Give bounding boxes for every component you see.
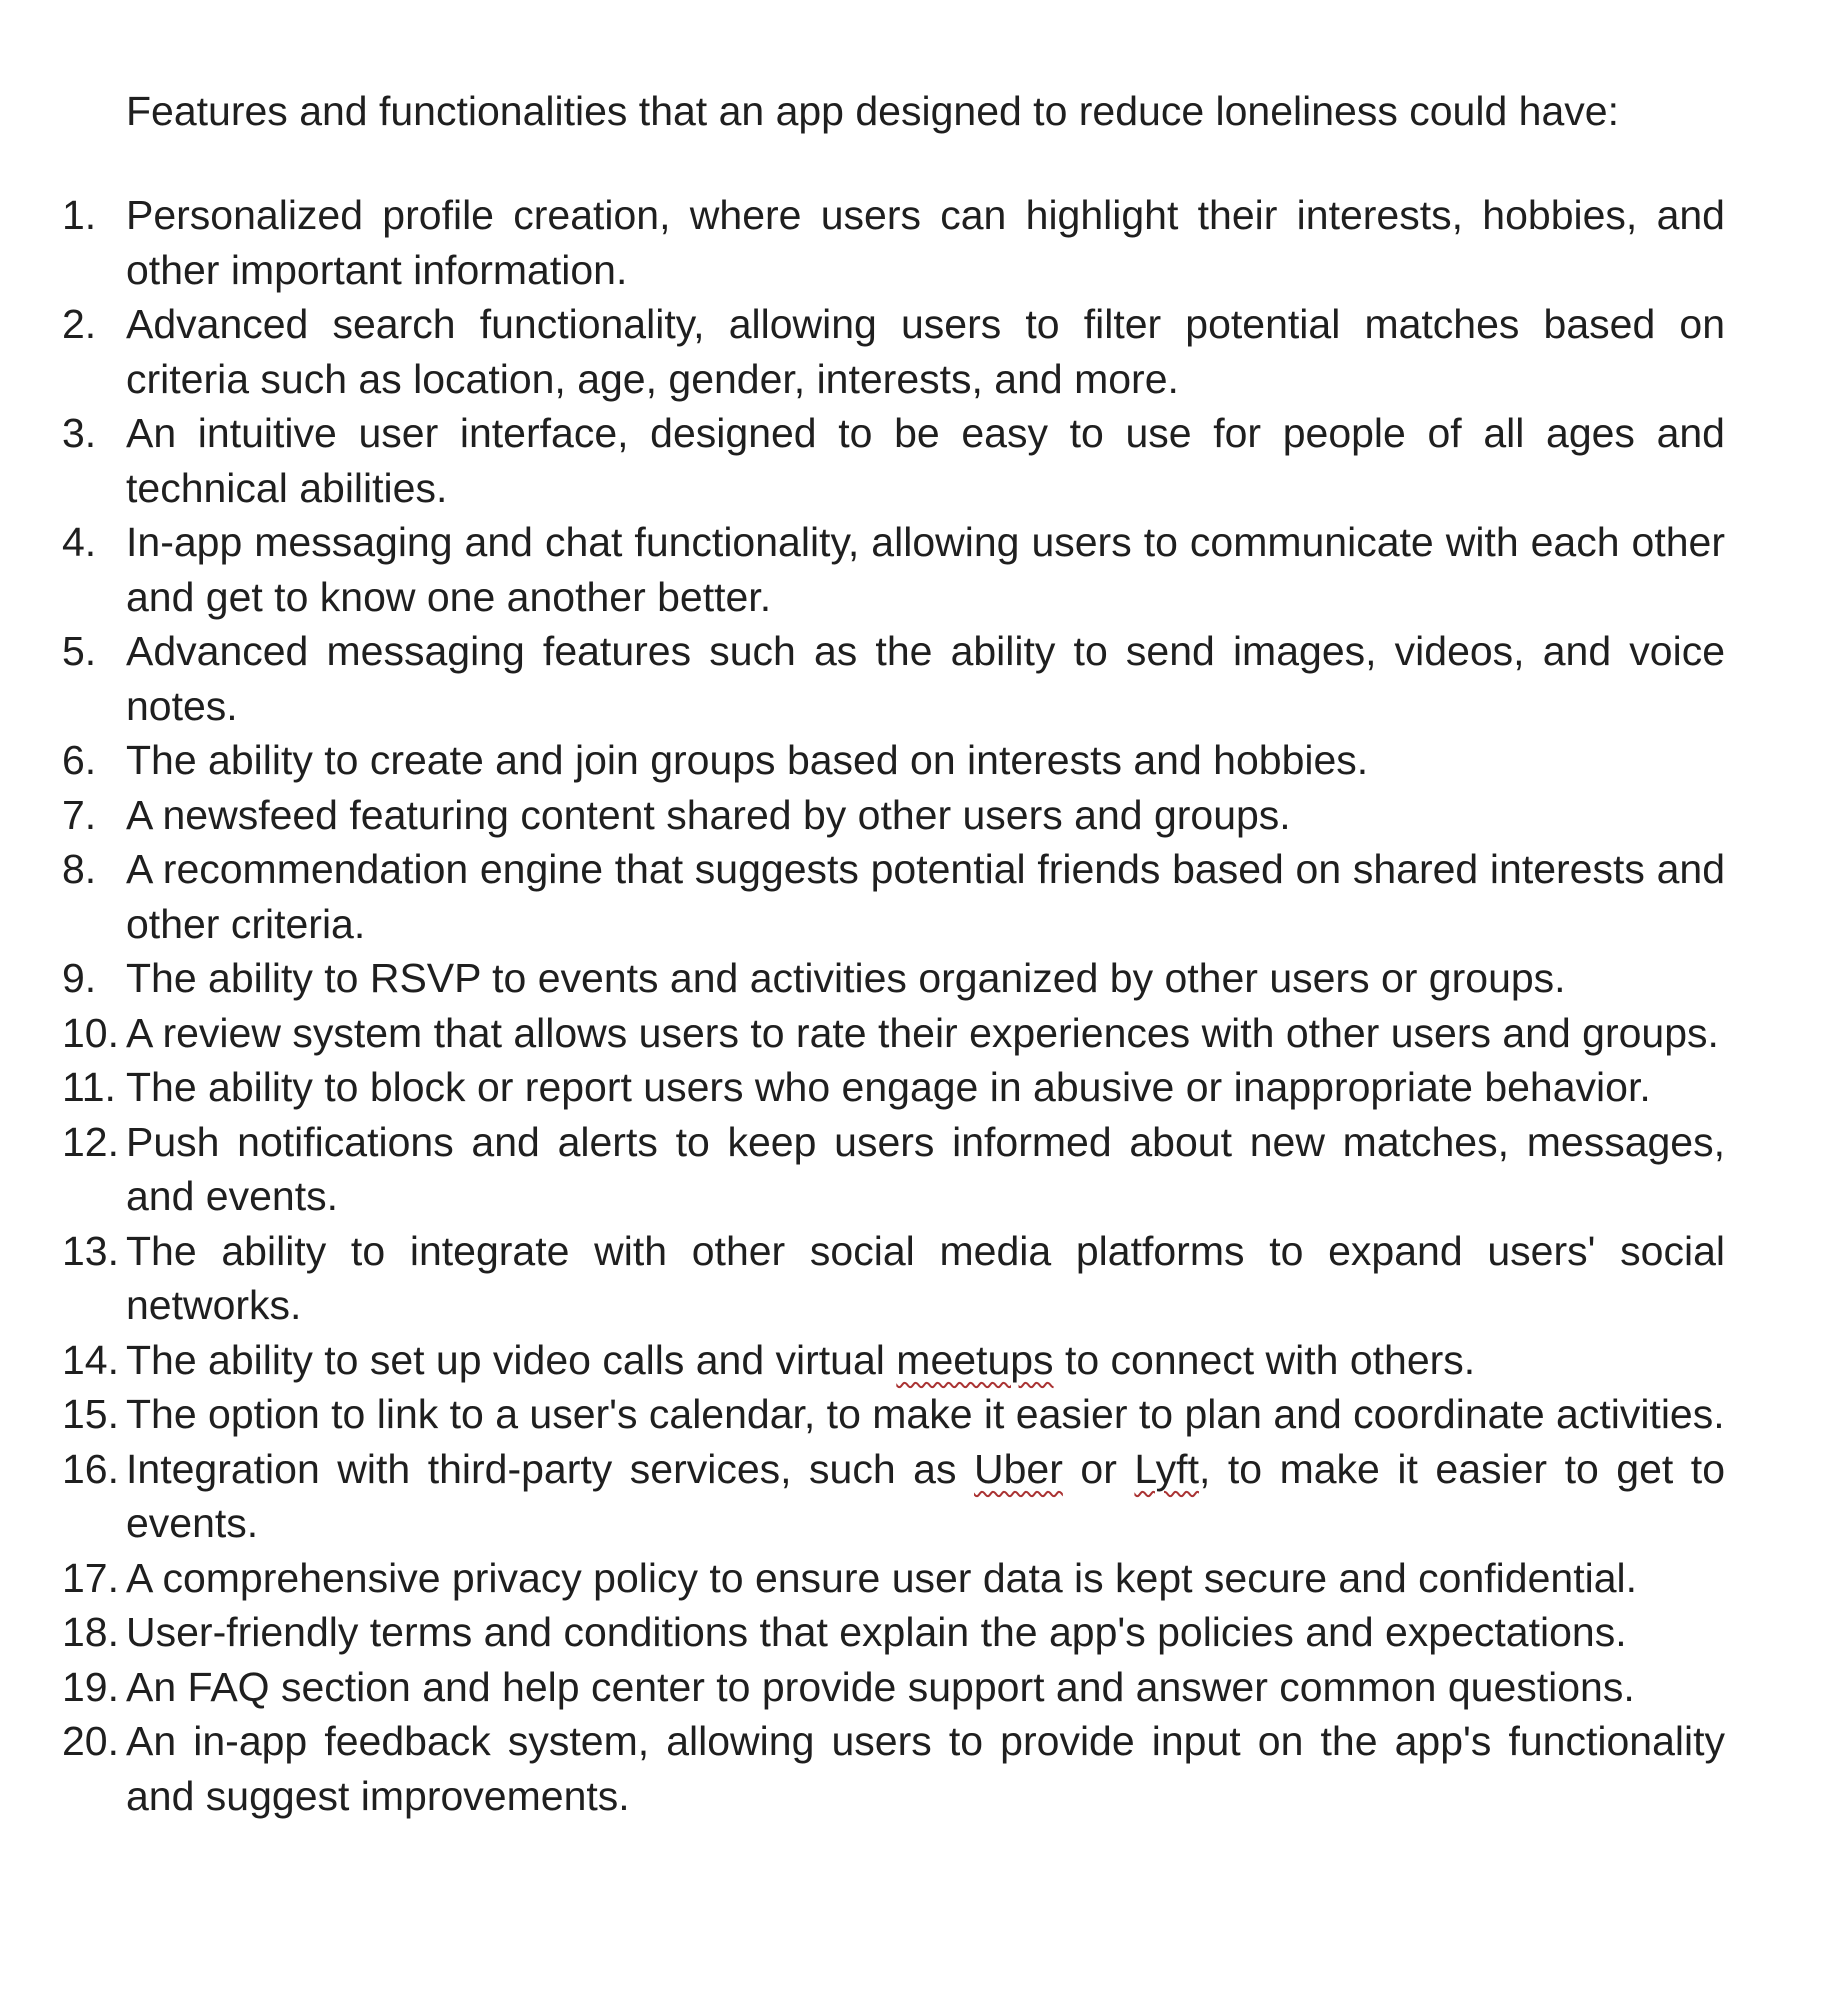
item-text: Personalized profile creation, where users can highlight their interests, hobbies, and other important information.	[126, 192, 1725, 293]
item-text-before: The ability to set up video calls and virtual	[126, 1336, 897, 1383]
list-item	[0, 842, 1725, 951]
item-number: 9.	[62, 955, 97, 1001]
item-number: 16.	[62, 1445, 119, 1492]
intro-heading: Features and functionalities that an app designed to reduce loneliness could have:	[126, 88, 1619, 134]
item-text: An in-app feedback system, allowing users to provide input on the app's functionality and suggest improvements.	[126, 1718, 1725, 1819]
item-number: 12.	[62, 1118, 119, 1165]
list-item	[0, 1442, 1725, 1551]
item-number: 17.	[62, 1554, 119, 1601]
item-number: 4.	[62, 519, 97, 565]
item-text: An intuitive user interface, designed to be easy to use for people of all ages and technical abilities.	[126, 410, 1725, 511]
item-number: 2.	[62, 301, 97, 347]
list-item	[0, 624, 1725, 733]
list-item	[0, 1660, 1725, 1715]
spellcheck-flagged-word: meetups	[896, 1336, 1054, 1383]
list-item	[0, 951, 1725, 1006]
list-item	[0, 1714, 1725, 1823]
item-text: The ability to create and join groups based on interests and hobbies.	[126, 737, 1369, 783]
item-number: 13.	[62, 1227, 119, 1274]
item-text: A comprehensive privacy policy to ensure user data is kept secure and confidential.	[126, 1554, 1637, 1601]
item-number: 7.	[62, 791, 97, 838]
list-item	[0, 1387, 1725, 1442]
list-item	[0, 188, 1725, 297]
item-text: In-app messaging and chat functionality, allowing users to communicate with each other and get to know one another better.	[126, 519, 1725, 620]
item-text: Advanced messaging features such as the ability to send images, videos, and voice notes.	[126, 628, 1725, 729]
item-number: 20.	[62, 1718, 119, 1764]
item-text: A newsfeed featuring content shared by other users and groups.	[126, 791, 1291, 838]
list-item	[0, 406, 1725, 515]
item-text: User-friendly terms and conditions that explain the app's policies and expectations.	[126, 1609, 1627, 1655]
item-text: The option to link to a user's calendar, to make it easier to plan and coordinate activities.	[126, 1391, 1725, 1437]
spellcheck-flagged-word: Uber	[974, 1445, 1063, 1492]
item-number: 8.	[62, 846, 97, 892]
item-text-after: to connect with others.	[1053, 1336, 1476, 1383]
item-text-before: Integration with third-party services, such as	[126, 1445, 975, 1492]
item-text: A recommendation engine that suggests potential friends based on shared interests and other criteria.	[126, 846, 1725, 947]
item-number: 15.	[62, 1391, 119, 1437]
spellcheck-flagged-word: Lyft	[1134, 1445, 1199, 1492]
list-item	[0, 733, 1725, 788]
item-text: A review system that allows users to rate their experiences with other users and groups.	[126, 1009, 1719, 1056]
item-number: 11.	[62, 1064, 116, 1110]
list-item	[0, 297, 1725, 406]
list-item	[0, 1551, 1725, 1606]
item-number: 14.	[62, 1336, 119, 1383]
list-item	[0, 1333, 1725, 1388]
item-text-after: , to make it easier to get to events.	[126, 1445, 1725, 1546]
list-item	[0, 1060, 1725, 1115]
item-number: 5.	[62, 628, 97, 674]
item-number: 19.	[62, 1663, 119, 1710]
item-number: 3.	[62, 410, 97, 456]
item-number: 10.	[62, 1009, 119, 1056]
item-text: The ability to integrate with other social media platforms to expand users' social networks.	[126, 1227, 1725, 1328]
list-item	[0, 1605, 1725, 1660]
list-item	[0, 1115, 1725, 1224]
item-number: 6.	[62, 737, 97, 783]
list-item	[0, 1224, 1725, 1333]
item-text: Advanced search functionality, allowing users to filter potential matches based on criteria such as location, age, gender, interests, and more.	[126, 301, 1725, 402]
item-text: The ability to RSVP to events and activities organized by other users or groups.	[126, 955, 1566, 1001]
item-text: The ability to block or report users who engage in abusive or inappropriate behavior.	[126, 1064, 1651, 1110]
item-text: An FAQ section and help center to provide support and answer common questions.	[126, 1663, 1635, 1710]
item-text: Push notifications and alerts to keep users informed about new matches, messages, and events.	[126, 1118, 1725, 1219]
list-item	[0, 515, 1725, 624]
item-text-mid: or	[1062, 1445, 1135, 1492]
item-number: 1.	[62, 192, 97, 238]
feature-list	[0, 188, 1848, 1823]
list-item	[0, 1006, 1725, 1061]
list-item	[0, 788, 1725, 843]
item-number: 18.	[62, 1609, 119, 1655]
